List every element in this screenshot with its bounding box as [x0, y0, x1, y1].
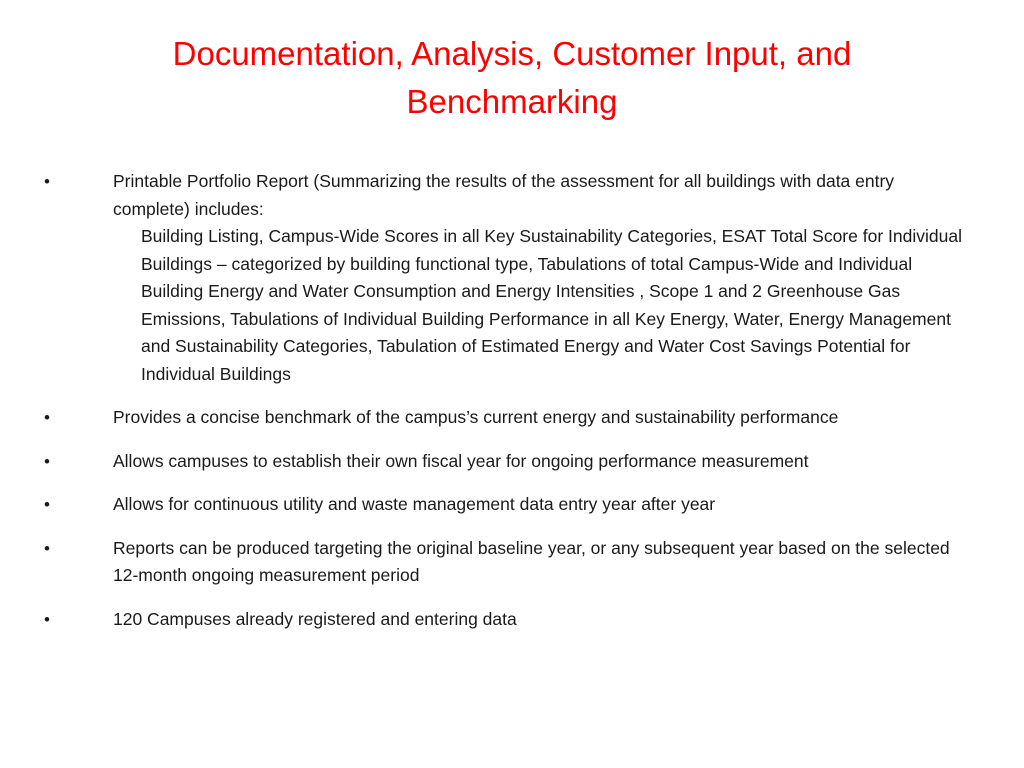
list-item [0, 606, 1024, 634]
bullet-marker: • [44, 495, 50, 514]
list-item [0, 535, 1024, 590]
slide-title: Documentation, Analysis, Customer Input, and Benchmarking [172, 35, 852, 120]
list-item [0, 404, 1024, 432]
list-item-subtext: Building Listing, Campus-Wide Scores in all Key Sustainability Categories, ESAT Total Score for Individual Buildings – categorized by building functional type, Tabulations of total Campus-Wide and Individual Building Energy and Water Consumption and Energy Intensities , Scope 1 and 2 Greenhouse Gas Emissions, Tabulations of Individual Building Performance in all Key Energy, Water, Energy Management and Sustainability Categories, Tabulation of Estimated Energy and Water Cost Savings Potential for Individual Buildings [141, 226, 962, 384]
bullet-marker: • [44, 451, 50, 471]
list-item [0, 168, 1024, 388]
bullet-list [0, 168, 1024, 649]
bullet-marker: • [44, 609, 50, 629]
list-item-text: 120 Campuses already registered and entering data [113, 608, 517, 629]
list-item-text: Allows campuses to establish their own fiscal year for ongoing performance measurement [113, 450, 809, 471]
bullet-marker: • [44, 538, 50, 558]
list-item-text: Allows for continuous utility and waste management data entry year after year [113, 494, 716, 514]
list-item-text: Reports can be produced targeting the original baseline year, or any subsequent year based on the selected 12-month ongoing measurement period [113, 537, 950, 585]
bullet-marker: • [44, 408, 50, 427]
list-item [0, 448, 1024, 476]
bullet-marker: • [44, 172, 50, 191]
list-item [0, 491, 1024, 519]
list-item-text: Printable Portfolio Report (Summarizing the results of the assessment for all buildings with data entry complete) includes: [113, 171, 895, 219]
list-item-text: Provides a concise benchmark of the campus’s current energy and sustainability performance [113, 407, 839, 427]
